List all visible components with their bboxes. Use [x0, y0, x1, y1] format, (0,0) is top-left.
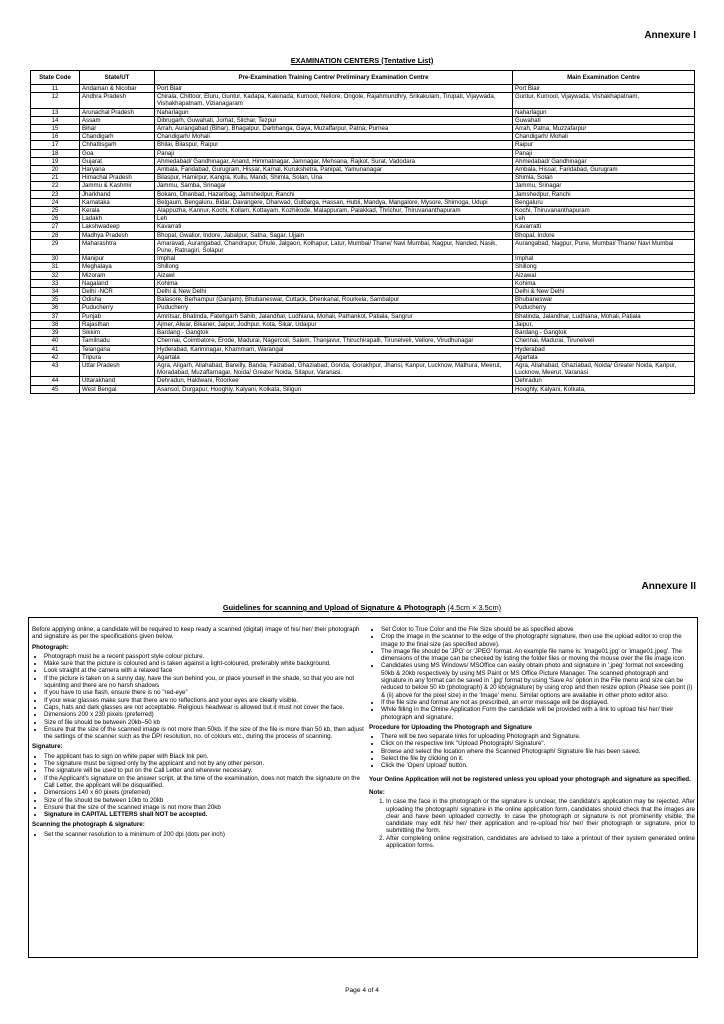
cell-main-exam-centres: Jammu, Srinagar [513, 182, 695, 190]
cell-state-name: Lakshwadeep [80, 223, 155, 231]
cell-main-exam-centres: Shillong [513, 263, 695, 271]
header-pre-exam-centre: Pre-Examination Training Centre/ Preliminary Examination Centre [155, 71, 513, 85]
table-row [31, 263, 695, 271]
cell-state-code: 43 [31, 361, 80, 376]
photograph-heading: Photograph: [32, 643, 69, 651]
cell-state-code: 27 [31, 223, 80, 231]
cell-pre-exam-centres: Asansol, Durgapur, Hooghly, Kalyani, Kolkata, Siliguri [155, 385, 513, 393]
cell-state-name: Uttar Pradesh [80, 361, 155, 376]
table-row [31, 385, 695, 393]
table-row [31, 108, 695, 116]
guidelines-left-column [32, 626, 364, 841]
list-item: • The applicant has to sign on white paper with Black Ink pen. [44, 753, 364, 760]
cell-state-code: 44 [31, 377, 80, 385]
table-row [31, 312, 695, 320]
cell-state-code: 16 [31, 133, 80, 141]
list-item: • Set the scanner resolution to a minimum of 200 dpi (dots per inch) [44, 831, 364, 838]
cell-state-code: 17 [31, 141, 80, 149]
table-row [31, 353, 695, 361]
list-item: • Ensure that the size of the scanned image is not more than 20kb [44, 804, 364, 811]
cell-pre-exam-centres: Bardang - Gangtok [155, 329, 513, 337]
list-item: • If the Applicant's signature on the answer script, at the time of the examination, does not match the signature on the Call Letter, the applicant will be disqualified. [44, 775, 364, 790]
cell-main-exam-centres: Chandigarh/ Mohali [513, 133, 695, 141]
cell-pre-exam-centres: Aizawl [155, 271, 513, 279]
cell-pre-exam-centres: Bokaro, Dhanbad, Hazaribag, Jamshedpur, Ranchi [155, 190, 513, 198]
cell-state-name: Ladakh [80, 215, 155, 223]
table-row [31, 288, 695, 296]
list-item: • If your wear glasses make sure that there are no reflections and your eyes are clearly visible. [44, 697, 364, 704]
cell-pre-exam-centres: Panaji [155, 149, 513, 157]
cell-pre-exam-centres: Chirala, Chittoor, Eluru, Guntur, Kadapa, Kakinada, Kurnool, Nellore, Ongole, Rajahmundhry, Srikakulam, Tirupati, Vijaywada, Vishakhapatnam, Vizianagaram [155, 93, 513, 108]
cell-state-name: Chandigarh [80, 133, 155, 141]
table-row [31, 255, 695, 263]
cell-state-code: 36 [31, 304, 80, 312]
table-row [31, 157, 695, 165]
list-item: • If the file size and format are not as prescribed, an error message will be displayed. [381, 699, 695, 706]
table-row [31, 125, 695, 133]
cell-state-code: 23 [31, 190, 80, 198]
cell-main-exam-centres: Puducherry [513, 304, 695, 312]
table-row [31, 93, 695, 108]
cell-main-exam-centres: Hyderabad [513, 345, 695, 353]
cell-pre-exam-centres: Kavarrati [155, 223, 513, 231]
guidelines-title-dims: (4.5cm × 3.5cm) [447, 603, 502, 612]
list-item: • If the picture is taken on a sunny day, have the sun behind you, or place yourself in the shade, so that you are not squinting and there are no harsh shadows [44, 675, 364, 690]
cell-state-code: 41 [31, 345, 80, 353]
table-row [31, 361, 695, 376]
list-item: • Dimensions 200 x 230 pixels (preferred) [44, 711, 364, 718]
cell-state-name: Madhya Pradesh [80, 231, 155, 239]
cell-main-exam-centres: Naharlagun [513, 108, 695, 116]
cell-state-name: Uttarakhand [80, 377, 155, 385]
guidelines-title-text: Guidelines for scanning and Upload of Signature & Photograph [222, 603, 446, 612]
page-word: Page [345, 987, 361, 994]
cell-main-exam-centres: Aizawal [513, 271, 695, 279]
cell-pre-exam-centres: Chennai, Coimbatore, Erode, Madurai, Nagercoil, Salem, Thanjavur, Thiruchirapalli, Tirunelveli, Vellore, Virudhunagar [155, 337, 513, 345]
cell-main-exam-centres: Aurangabad, Nagpur, Pune, Mumbai/ Thane/ Navi Mumbai [513, 239, 695, 254]
cell-state-name: Punjab [80, 312, 155, 320]
cell-state-name: Andhra Pradesh [80, 93, 155, 108]
cell-pre-exam-centres: Balasore, Berhampur (Ganjam), Bhubaneswar, Cuttack, Dhenkanal, Rourkela, Sambalpur [155, 296, 513, 304]
cell-state-name: Jammu & Kashmir [80, 182, 155, 190]
cell-main-exam-centres: Leh [513, 215, 695, 223]
cell-main-exam-centres: Agra, Allahabad, Ghaziabad, Noida/ Greater Noida, Kanpur, Lucknow, Meerut, Varanasi [513, 361, 695, 376]
cell-state-name: Telangana [80, 345, 155, 353]
list-item: • There will be two separate links for uploading Photograph and Signature. [381, 733, 695, 740]
cell-state-name: Himachal Pradesh [80, 174, 155, 182]
list-item: • Set Color to True Color and the File Size should be as specified above [381, 626, 695, 633]
cell-state-name: Maharashtra [80, 239, 155, 254]
list-item: • Crop the image in the scanner to the edge of the photograph/ signature, then use the upload editor to crop the image to the final size (as specified above). [381, 633, 695, 648]
table-row [31, 149, 695, 157]
list-item: • Caps, hats and dark glasses are not acceptable. Religious headwear is allowed but it must not cover the face. [44, 704, 364, 711]
cell-pre-exam-centres: Hyderabad, Karimnagar, Khammam, Warangal [155, 345, 513, 353]
list-item: • Click on the respective link "Upload Photograph/ Signature". [381, 740, 695, 747]
table-row [31, 279, 695, 287]
cell-pre-exam-centres: Delhi & New Delhi [155, 288, 513, 296]
cell-main-exam-centres: Jaipur, [513, 320, 695, 328]
cell-state-name: Tamilnadu [80, 337, 155, 345]
image-format-list [369, 626, 695, 721]
cell-pre-exam-centres: Kohima [155, 279, 513, 287]
table-row [31, 296, 695, 304]
cell-state-code: 31 [31, 263, 80, 271]
notes-list [369, 798, 695, 849]
signature-caps-rule: • Signature in CAPITAL LETTERS shall NOT be accepted. [44, 811, 364, 818]
cell-main-exam-centres: Bengaluru [513, 198, 695, 206]
guidelines-right-column [369, 626, 695, 849]
cell-state-name: Meghalaya [80, 263, 155, 271]
signature-heading: Signature: [32, 743, 63, 751]
note-heading: Note: [369, 788, 385, 796]
cell-state-code: 13 [31, 108, 80, 116]
list-item: • Select the file by clicking on it. [381, 755, 695, 762]
table-header-row [31, 71, 695, 85]
cell-state-name: Chhattisgarh [80, 141, 155, 149]
cell-main-exam-centres: Ahmedabad/ Gandhinagar [513, 157, 695, 165]
cell-pre-exam-centres: Bhopal, Gwalior, Indore, Jabalpur, Satna, Sagar, Ujjain [155, 231, 513, 239]
list-item: 1. In case the face in the photograph or the signature is unclear, the candidate's application may be rejected. After uploading the photograph/ signature in the online application form, candidates should check that the images are clear and have been uploaded correctly. In case the photograph or signature is not prominently visible, the candidate may edit his/ her/ their application and re-upload his/ her/ their photograph or signature, prior to submitting the form. [386, 798, 695, 834]
cell-pre-exam-centres: Chandigarh/ Mohali [155, 133, 513, 141]
cell-state-code: 40 [31, 337, 80, 345]
cell-state-code: 32 [31, 271, 80, 279]
cell-state-code: 26 [31, 215, 80, 223]
list-item: • Look straight at the camera with a relaxed face [44, 667, 364, 674]
header-main-exam-centre: Main Examination Centre [513, 71, 695, 85]
table-row [31, 239, 695, 254]
exam-centers-title: EXAMINATION CENTERS (Tentative List) [290, 56, 434, 65]
cell-main-exam-centres: Kochi, Thiruvananthapuram [513, 207, 695, 215]
annexure-2-label: Annexure II [641, 581, 696, 592]
cell-state-name: Odisha [80, 296, 155, 304]
table-row [31, 304, 695, 312]
cell-state-code: 21 [31, 174, 80, 182]
table-row [31, 141, 695, 149]
cell-state-name: Kerala [80, 207, 155, 215]
cell-main-exam-centres: Agartala [513, 353, 695, 361]
cell-state-code: 37 [31, 312, 80, 320]
cell-state-name: Puducherry [80, 304, 155, 312]
cell-pre-exam-centres: Imphal [155, 255, 513, 263]
cell-pre-exam-centres: Ajmer, Alwar, Bikaner, Jaipur, Jodhpur, Kota, Sikar, Udaipur [155, 320, 513, 328]
cell-state-code: 35 [31, 296, 80, 304]
cell-state-name: Rajasthan [80, 320, 155, 328]
page-number: 4 [362, 987, 367, 994]
cell-state-code: 29 [31, 239, 80, 254]
cell-pre-exam-centres: Agra, Aligarh, Allahabad, Bareilly, Banda, Faizabad, Ghaziabad, Gonda, Gorakhpur, Jhansi, Kanpur, Lucknow, Mathura, Meerut, Moradabad, Muzaffarnagar, Noida/ Greater Noida, Sitapur, Varanasi. [155, 361, 513, 376]
list-item: • Candidates using MS Windows/ MSOffice can easily obtain photo and signature in '.jpeg' format not exceeding 50kb & 20kb respectively by using MS Paint or MS Office Picture Manager. The scanned photograph and signature in any format can be saved in '.jpg' format by using 'Save As' option in the File menu and size can be reduced to below 50 kb (photograph) & 20 kb(signature) by using crop and then resize option (Please see point (i) & (ii) above for the pixel size) in the 'Image' menu. Similar options are available in other photo editor also. [381, 662, 695, 698]
cell-state-code: 42 [31, 353, 80, 361]
cell-state-name: Mizoram [80, 271, 155, 279]
cell-state-code: 38 [31, 320, 80, 328]
table-row [31, 215, 695, 223]
table-row [31, 377, 695, 385]
cell-state-code: 18 [31, 149, 80, 157]
exam-centers-table [30, 70, 695, 394]
cell-main-exam-centres: Hooghly, Kalyani, Kolkata, [513, 385, 695, 393]
cell-pre-exam-centres: Dibrugarh, Guwahati, Jorhat, Silchar, Tezpur [155, 116, 513, 124]
cell-state-code: 14 [31, 116, 80, 124]
cell-state-code: 45 [31, 385, 80, 393]
cell-state-code: 25 [31, 207, 80, 215]
table-row [31, 174, 695, 182]
cell-pre-exam-centres: Bilaspur, Hamirpur, Kangra, Kullu, Mandi, Shimla, Solan, Una [155, 174, 513, 182]
list-item: • Size of file should be between 20kb–50 kb [44, 719, 364, 726]
cell-state-code: 12 [31, 93, 80, 108]
guidelines-box [28, 617, 698, 958]
cell-state-name: Assam [80, 116, 155, 124]
cell-main-exam-centres: Panaji [513, 149, 695, 157]
table-row [31, 223, 695, 231]
cell-main-exam-centres: Raipur [513, 141, 695, 149]
cell-state-name: Jharkhand [80, 190, 155, 198]
guidelines-intro: Before applying online, a candidate will be required to keep ready a scanned (digital) image of his/ her/ their photograph and signature as per the specifications given below. [32, 626, 360, 641]
cell-main-exam-centres: Bardang - Gangtok [513, 329, 695, 337]
cell-main-exam-centres: Guwahati [513, 116, 695, 124]
list-item: • Ensure that the size of the scanned image is not more than 50kb. If the size of the file is more than 50 kb, then adjust the settings of the scanner such as the DPI resolution, no. of colours etc., during the process of scanning. [44, 726, 364, 741]
cell-state-code: 34 [31, 288, 80, 296]
cell-pre-exam-centres: Naharlagun [155, 108, 513, 116]
cell-state-code: 11 [31, 85, 80, 93]
list-item: • Dimensions 140 x 60 pixels (preferred) [44, 789, 364, 796]
cell-state-name: Karnataka [80, 198, 155, 206]
cell-main-exam-centres: Imphal [513, 255, 695, 263]
cell-state-code: 19 [31, 157, 80, 165]
annexure-1-label: Annexure I [644, 30, 696, 41]
table-row [31, 271, 695, 279]
cell-state-name: Andaman & Nicobar [80, 85, 155, 93]
cell-state-name: Manipur [80, 255, 155, 263]
cell-main-exam-centres: Bhatinda, Jalandhar, Ludhiana, Mohali, Patiala [513, 312, 695, 320]
guidelines-title [0, 603, 724, 612]
cell-pre-exam-centres: Arrah, Aurangabad (Bihar), Bhagalpur, Darbhanga, Gaya, Muzaffarpur, Patna, Purnea [155, 125, 513, 133]
signature-list [32, 753, 364, 819]
cell-main-exam-centres: Guntur, Kurnool, Vijaywada, Vishakhapatnam, [513, 93, 695, 108]
table-row [31, 207, 695, 215]
list-item: • Size of file should be between 10kb to 20kb [44, 797, 364, 804]
cell-state-name: Bihar [80, 125, 155, 133]
list-item: • The signature will be used to put on the Call Letter and wherever necessary. [44, 767, 364, 774]
of-word: of [367, 987, 374, 994]
table-body [31, 85, 695, 394]
cell-state-name: Gujarat [80, 157, 155, 165]
list-item: 2. After completing online registration, candidates are advised to take a printout of their system generated online application forms. [386, 835, 695, 850]
scanning-list [32, 831, 364, 838]
page-total: 4 [375, 987, 379, 994]
cell-main-exam-centres: Bhopal, Indore [513, 231, 695, 239]
cell-state-code: 22 [31, 182, 80, 190]
table-row [31, 320, 695, 328]
cell-main-exam-centres: Bhubaneswar [513, 296, 695, 304]
list-item: • The image file should be 'JPG' or 'JPEG' format. An example file name is: 'image01.jpg' or 'image01.jpeg'. The dimensions of the Image can be checked by listing the folder files or moving the mouse over the file image icon. [381, 648, 695, 663]
cell-pre-exam-centres: Shillong [155, 263, 513, 271]
cell-pre-exam-centres: Alappuzha, Kannur, Kochi, Kollam, Kottayam, Kozhikode, Malappuram, Palakkad, Thrichur, Thiruvananthapuram [155, 207, 513, 215]
upload-warning: Your Online Application will not be registered unless you upload your photograph and signature as specified. [369, 775, 691, 783]
cell-main-exam-centres: Ambala, Hissar, Faridabad, Gurugram [513, 166, 695, 174]
cell-main-exam-centres: Shimla, Solan [513, 174, 695, 182]
cell-main-exam-centres: Jamshedpur, Ranchi [513, 190, 695, 198]
list-item: • If you have to use flash, ensure there is no "red-eye" [44, 689, 364, 696]
cell-state-name: Delhi -NCR [80, 288, 155, 296]
cell-main-exam-centres: Kavarratti [513, 223, 695, 231]
procedure-heading: Procedure for Uploading the Photograph and Signature [369, 723, 532, 731]
cell-pre-exam-centres: Agartala [155, 353, 513, 361]
table-row [31, 85, 695, 93]
cell-state-code: 15 [31, 125, 80, 133]
list-item: • Make sure that the picture is coloured and is taken against a light-coloured, preferably white background. [44, 660, 364, 667]
table-row [31, 116, 695, 124]
list-item: • While filling in the Online Application Form the candidate will be provided with a link to upload his/ her/ their photograph and signature. [381, 706, 695, 721]
table-row [31, 133, 695, 141]
cell-state-code: 20 [31, 166, 80, 174]
list-item: • Photograph must be a recent passport style colour picture. [44, 653, 364, 660]
table-row [31, 345, 695, 353]
procedure-list [369, 733, 695, 769]
list-item: • Click the 'Open/ Upload' button. [381, 762, 695, 769]
cell-pre-exam-centres: Bhilai, Bilaspur, Raipur [155, 141, 513, 149]
table-row [31, 166, 695, 174]
photograph-list [32, 653, 364, 741]
cell-pre-exam-centres: Jammu, Samba, Srinagar [155, 182, 513, 190]
cell-state-code: 39 [31, 329, 80, 337]
cell-main-exam-centres: Arrah, Patna, Muzzafarpur [513, 125, 695, 133]
cell-state-code: 30 [31, 255, 80, 263]
cell-state-name: West Bengal [80, 385, 155, 393]
list-item: • The signature must be signed only by the applicant and not by any other person. [44, 760, 364, 767]
cell-state-name: Haryana [80, 166, 155, 174]
cell-pre-exam-centres: Leh [155, 215, 513, 223]
cell-pre-exam-centres: Amaravati, Aurangabad, Chandrapur, Dhule, Jalgaon, Kolhapur, Latur, Mumbai/ Thane/ Navi Mumbai, Nagpur, Nanded, Nasik, Pune, Ratnagiri, Solapur [155, 239, 513, 254]
cell-pre-exam-centres: Puducherry [155, 304, 513, 312]
cell-pre-exam-centres: Ahmedabad/ Gandhinagar, Anand, Himmatnagar, Jamnagar, Mehsana, Rajkot, Surat, Vadodara [155, 157, 513, 165]
table-row [31, 329, 695, 337]
cell-state-name: Goa [80, 149, 155, 157]
cell-state-name: Arunachal Pradesh [80, 108, 155, 116]
header-state-code: State Code [31, 71, 80, 85]
cell-state-name: Tripura [80, 353, 155, 361]
cell-pre-exam-centres: Belgaum, Bengaluru, Bidar, Davangere, Dharwad, Gulbarga, Hassan, Hubli, Mandya, Mangalore, Mysore, Shimoga, Udupi [155, 198, 513, 206]
cell-main-exam-centres: Dehradun [513, 377, 695, 385]
cell-main-exam-centres: Delhi & New Delhi [513, 288, 695, 296]
cell-main-exam-centres: Port Blair [513, 85, 695, 93]
table-row [31, 337, 695, 345]
cell-main-exam-centres: Kohima [513, 279, 695, 287]
cell-state-code: 24 [31, 198, 80, 206]
cell-state-code: 33 [31, 279, 80, 287]
cell-pre-exam-centres: Dehradun, Haldwani, Roorkee [155, 377, 513, 385]
cell-pre-exam-centres: Ambala, Faridabad, Gurugram, Hissar, Karnal, Kurukshetra, Panipat, Yamunanagar [155, 166, 513, 174]
list-item: • Browse and select the location where the Scanned Photograph/ Signature file has been saved. [381, 748, 695, 755]
table-row [31, 231, 695, 239]
table-row [31, 182, 695, 190]
cell-main-exam-centres: Chennai, Madurai, Tirunelveli [513, 337, 695, 345]
cell-pre-exam-centres: Amritsar, Bhatinda, Fatehgarh Sahib, Jalandhar, Ludhiana, Mohali, Pathankot, Patiala, Sangrur [155, 312, 513, 320]
cell-pre-exam-centres: Port Blair [155, 85, 513, 93]
cell-state-name: Sikkim [80, 329, 155, 337]
scanning-heading: Scanning the photograph & signature: [32, 821, 145, 829]
header-state-ut: State/UT [80, 71, 155, 85]
page-footer [0, 987, 724, 994]
table-row [31, 198, 695, 206]
cell-state-name: Nagaland [80, 279, 155, 287]
cell-state-code: 28 [31, 231, 80, 239]
table-row [31, 190, 695, 198]
